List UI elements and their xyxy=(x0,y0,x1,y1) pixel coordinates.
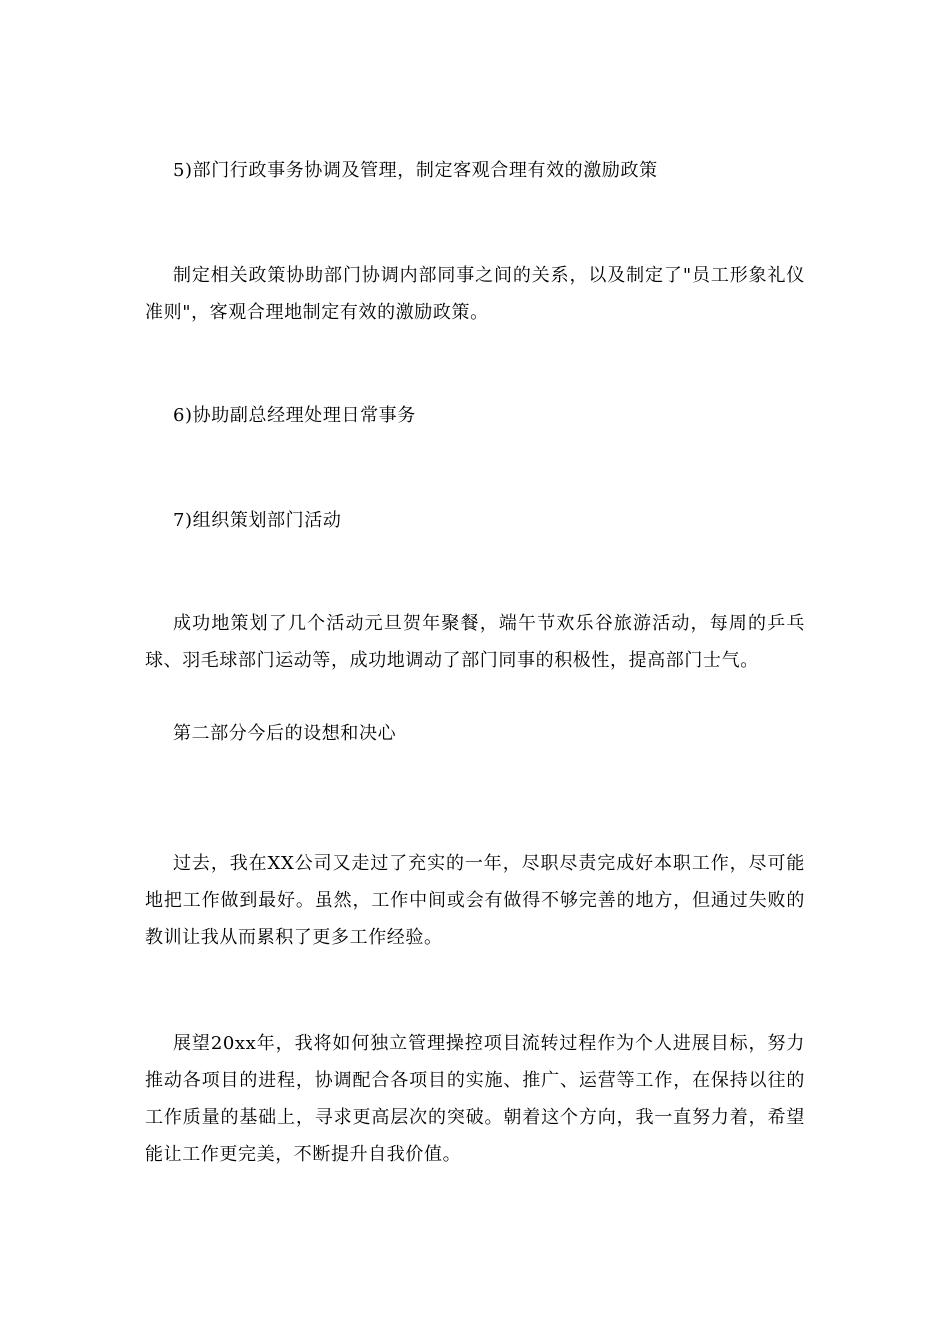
item-5-heading: 5)部门行政事务协调及管理，制定客观合理有效的激励政策 xyxy=(173,160,658,181)
outlook-paragraph: 展望20xx年，我将如何独立管理操控项目流转过程作为个人进展目标，努力推动各项目的进程，协调配合各项目的实施、推广、运营等工作，在保持以往的工作质量的基础上，寻求更高层次的突破。朝着这个方向，我一直努力着，希望能让工作更完美，不断提升自我价值。 xyxy=(145,1033,805,1165)
activities-paragraph: 成功地策划了几个活动元旦贺年聚餐，端午节欢乐谷旅游活动，每周的乒乓球、羽毛球部门运动等，成功地调动了部门同事的积极性，提高部门士气。 xyxy=(145,613,805,671)
item-6-heading: 6)协助副总经理处理日常事务 xyxy=(173,405,416,426)
item-7-heading: 7)组织策划部门活动 xyxy=(173,510,342,531)
incentive-policy-paragraph: 制定相关政策协助部门协调内部同事之间的关系，以及制定了"员工形象礼仪准则"，客观合理地制定有效的激励政策。 xyxy=(145,265,805,323)
review-paragraph: 过去，我在XX公司又走过了充实的一年，尽职尽责完成好本职工作，尽可能地把工作做到最好。虽然，工作中间或会有做得不够完善的地方，但通过失败的教训让我从而累积了更多工作经验。 xyxy=(145,853,805,948)
part-two-heading: 第二部分今后的设想和决心 xyxy=(173,723,397,744)
